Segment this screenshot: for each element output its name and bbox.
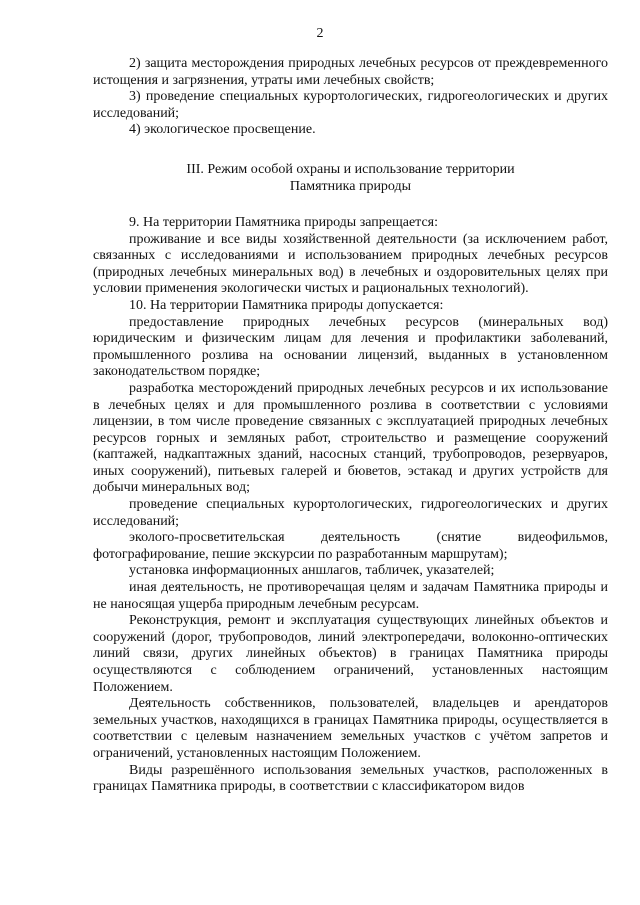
page-number: 2 [316,26,324,41]
paragraph-permitted-use: Виды разрешённого использования земельных участков, расположенных в границах Памятника природы, в соответствии с классификатором видов [93,762,608,795]
paragraph-prohibited-activities: проживание и все виды хозяйственной деятельности (за исключением работ, связанных с исследованиями и использованием природных лечебных ресурсов (природных лечебных минеральных вод) в лечебных и оздоровительных целях при условии применения экологически чистых и рациональных технологий). [93,231,608,297]
section-heading [93,161,608,195]
paragraph-linear-objects: Реконструкция, ремонт и эксплуатация существующих линейных объектов и сооружений (дорог, трубопроводов, линий электропередачи, волоконно-оптических линий связи, других линейных объектов) в границах Памятника природы осуществляются с соблюдением ограничений, установленных настоящим Положением. [93,613,608,695]
paragraph-provision-resources: предоставление природных лечебных ресурсов (минеральных вод) юридическим и физическим лицам для лечения и профилактики заболеваний, промышленного розлива на основании лицензий, выданных в установленном законодательством порядке; [93,314,608,380]
document-body [93,56,608,796]
section-heading-line-2: Памятника природы [289,178,412,194]
paragraph-protection-deposit: 2) защита месторождения природных лечебных ресурсов от преждевременного истощения и загрязнения, утраты ими лечебных свойств; [93,56,608,88]
paragraph-item-10: 10. На территории Памятника природы допускается: [129,297,444,313]
paragraph-special-research: проведение специальных курортологических, гидрогеологических и других исследований; [93,497,608,529]
paragraph-eco-education-activity: эколого-просветительская деятельность (снятие видеофильмов, фотографирование, пешие экскурсии по разработанным маршрутам); [93,530,608,562]
paragraph-research: 3) проведение специальных курортологических, гидрогеологических и других исследований; [93,89,608,121]
paragraph-land-owners: Деятельность собственников, пользователей, владельцев и арендаторов земельных участков, находящихся в границах Памятника природы, осуществляется в соответствии с целевым назначением земельных участков с учётом запретов и ограничений, установленных настоящим Положением. [93,696,608,761]
paragraph-item-9: 9. На территории Памятника природы запрещается: [129,214,439,230]
paragraph-ecological-education: 4) экологическое просвещение. [129,122,316,138]
section-heading-line-1: III. Режим особой охраны и использование территории [186,161,515,177]
paragraph-deposit-development: разработка месторождений природных лечебных ресурсов и их использование в лечебных целях и для промышленного розлива в соответствии с условиями лицензии, в том числе проведение связанных с эксплуатацией природных лечебных ресурсов горных и земляных работ, строительство и размещение сооружений (каптажей, надкаптажных зданий, насосных станций, трубопроводов, резервуаров, иных сооружений), питьевых галерей и бюветов, эстакад и других устройств для добычи минеральных вод; [93,380,608,496]
paragraph-signs-installation: установка информационных аншлагов, табличек, указателей; [129,563,495,579]
paragraph-other-activity: иная деятельность, не противоречащая целям и задачам Памятника природы и не наносящая ущерба природным лечебным ресурсам. [93,580,608,612]
